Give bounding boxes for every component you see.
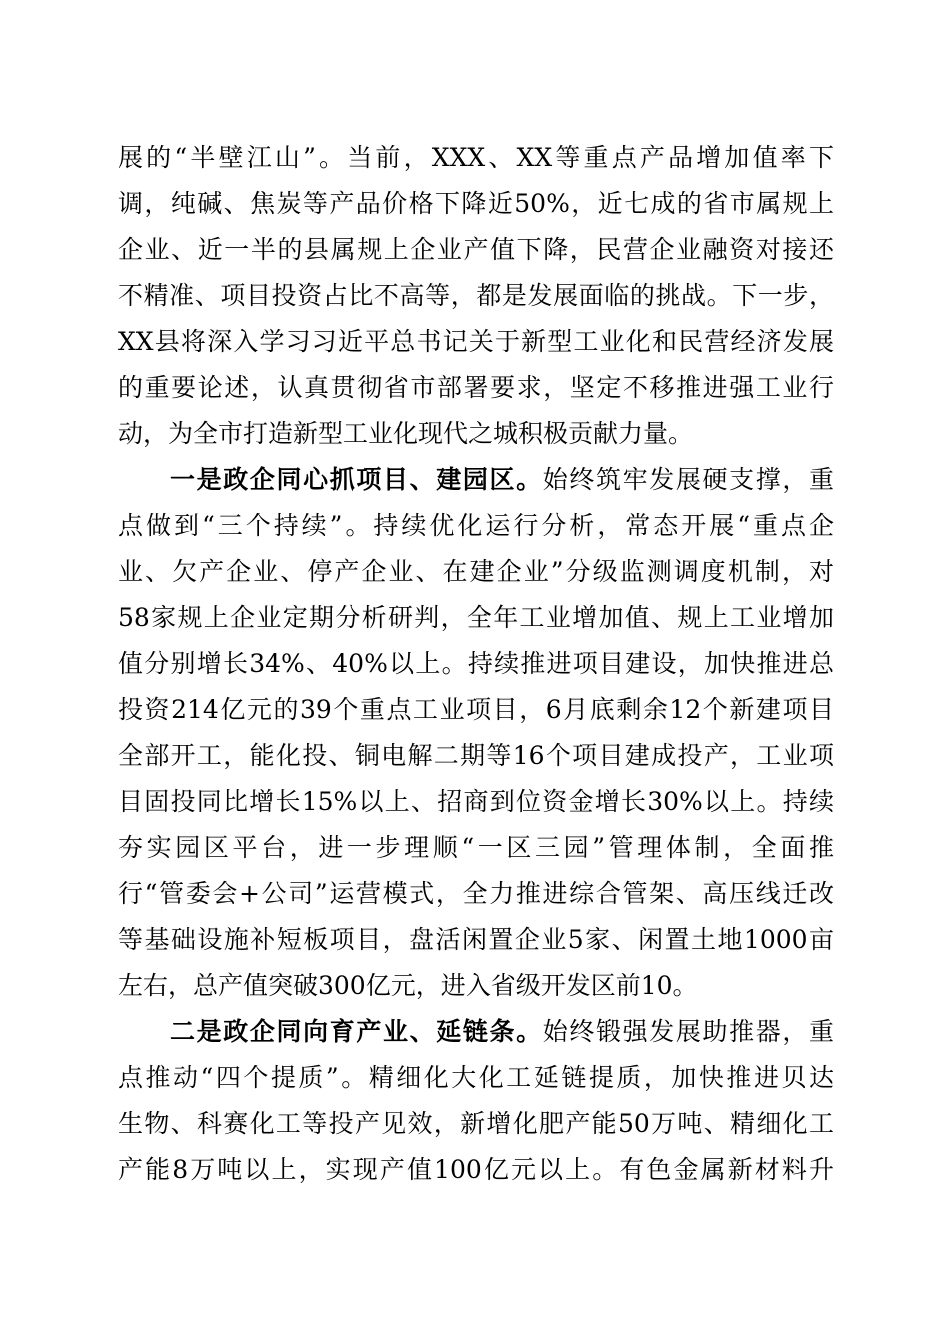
intro-line-6: 的重要论述，认真贯彻省市部署要求，坚定不移推进强工业行 <box>118 373 834 402</box>
section2-line-2: 生物、科赛化工等投产见效，新增化肥产能50万吨、精细化工 <box>118 1109 834 1138</box>
section1-line-5: 投资214亿元的39个重点工业项目，6月底剩余12个新建项目 <box>118 695 834 724</box>
intro-line-5: XX县将深入学习习近平总书记关于新型工业化和民营经济发展 <box>118 327 834 356</box>
section1-first-line <box>170 462 834 498</box>
intro-line-1: 展的“半壁江山”。当前，XXX、XX等重点产品增加值率下 <box>118 143 834 172</box>
section1-line-6: 全部开工，能化投、铜电解二期等16个项目建成投产，工业项 <box>118 741 834 770</box>
section1-heading: 一是政企同心抓项目、建园区。 <box>170 465 543 494</box>
section2-line-1: 点推动“四个提质”。精细化大化工延链提质，加快推进贝达 <box>118 1063 834 1092</box>
section2-line-3: 产能8万吨以上，实现产值100亿元以上。有色金属新材料升 <box>118 1155 834 1184</box>
section1-line-2: 业、欠产企业、停产企业、在建企业”分级监测调度机制，对 <box>118 557 834 586</box>
section1-line-11: 左右，总产值突破300亿元，进入省级开发区前10。 <box>118 971 698 1000</box>
intro-line-4: 不精准、项目投资占比不高等，都是发展面临的挑战。下一步， <box>118 281 834 310</box>
section1-line-7: 目固投同比增长15%以上、招商到位资金增长30%以上。持续 <box>118 787 834 816</box>
section1-line-9: 行“管委会+公司”运营模式，全力推进综合管架、高压线迁改 <box>118 879 834 908</box>
section2-first-line-text: 始终锻强发展助推器，重 <box>542 1017 834 1046</box>
section1-line-1: 点做到“三个持续”。持续优化运行分析，常态开展“重点企 <box>118 511 834 540</box>
intro-line-3: 企业、近一半的县属规上企业产值下降，民营企业融资对接还 <box>118 235 834 264</box>
intro-line-2: 调，纯碱、焦炭等产品价格下降近50%，近七成的省市属规上 <box>118 189 834 218</box>
section1-line-8: 夯实园区平台，进一步理顺“一区三园”管理体制，全面推 <box>118 833 834 862</box>
section1-first-line-text: 始终筑牢发展硬支撑，重 <box>542 465 834 494</box>
section2-heading: 二是政企同向育产业、延链条。 <box>170 1017 543 1046</box>
intro-line-7: 动，为全市打造新型工业化现代之城积极贡献力量。 <box>118 419 694 448</box>
section2-first-line <box>170 1014 834 1050</box>
section1-line-10: 等基础设施补短板项目，盘活闲置企业5家、闲置土地1000亩 <box>118 925 834 954</box>
section1-line-4: 值分别增长34%、40%以上。持续推进项目建设，加快推进总 <box>118 649 834 678</box>
section1-line-3: 58家规上企业定期分析研判，全年工业增加值、规上工业增加 <box>118 603 834 632</box>
